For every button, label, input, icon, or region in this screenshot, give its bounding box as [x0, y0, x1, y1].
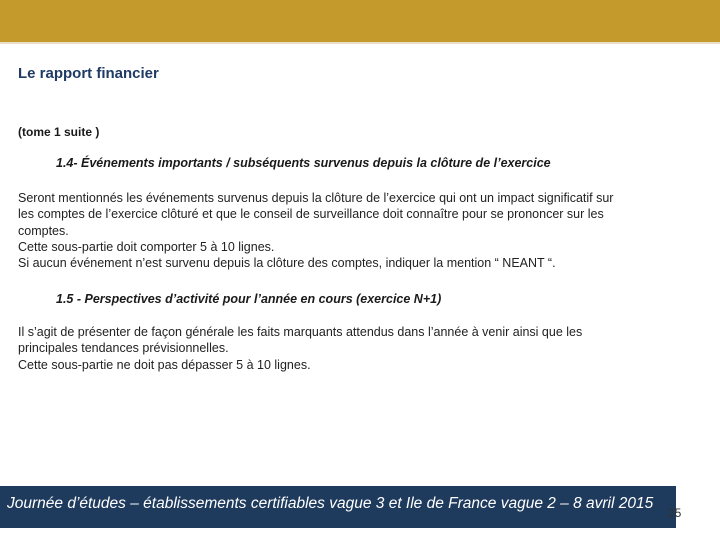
body-line: les comptes de l’exercice clôturé et que le conseil de surveillance doit connaître pour se prononcer sur les: [18, 207, 604, 222]
section-heading-1-5: 1.5 - Perspectives d’activité pour l’année en cours (exercice N+1): [56, 292, 442, 306]
body-line: Cette sous-partie ne doit pas dépasser 5 à 10 lignes.: [18, 357, 311, 372]
body-line: Si aucun événement n’est survenu depuis la clôture des comptes, indiquer la mention “ NEANT “.: [18, 256, 556, 271]
slide-title: Le rapport financier: [18, 65, 159, 82]
page-number: 25: [668, 506, 682, 520]
body-line: principales tendances prévisionnelles.: [18, 341, 229, 356]
section-body-1-4: [18, 190, 708, 271]
body-line: comptes.: [18, 223, 69, 238]
section-heading-1-4: 1.4- Événements importants / subséquents survenus depuis la clôture de l’exercice: [56, 156, 551, 170]
footer-bar: [0, 486, 676, 528]
section-body-1-5: [18, 324, 708, 373]
body-line: Seront mentionnés les événements survenus depuis la clôture de l’exercice qui ont un impact significatif sur: [18, 191, 614, 205]
header-bar: [0, 0, 720, 42]
header-divider: [0, 42, 720, 44]
subtitle: (tome 1 suite ): [18, 125, 100, 139]
body-line: Il s’agit de présenter de façon générale les faits marquants attendus dans l’année à venir ainsi que les: [18, 325, 583, 339]
footer-text: Journée d’études – établissements certifiables vague 3 et Ile de France vague 2 – 8 avril 2015: [7, 495, 654, 512]
body-line: Cette sous-partie doit comporter 5 à 10 lignes.: [18, 239, 275, 254]
